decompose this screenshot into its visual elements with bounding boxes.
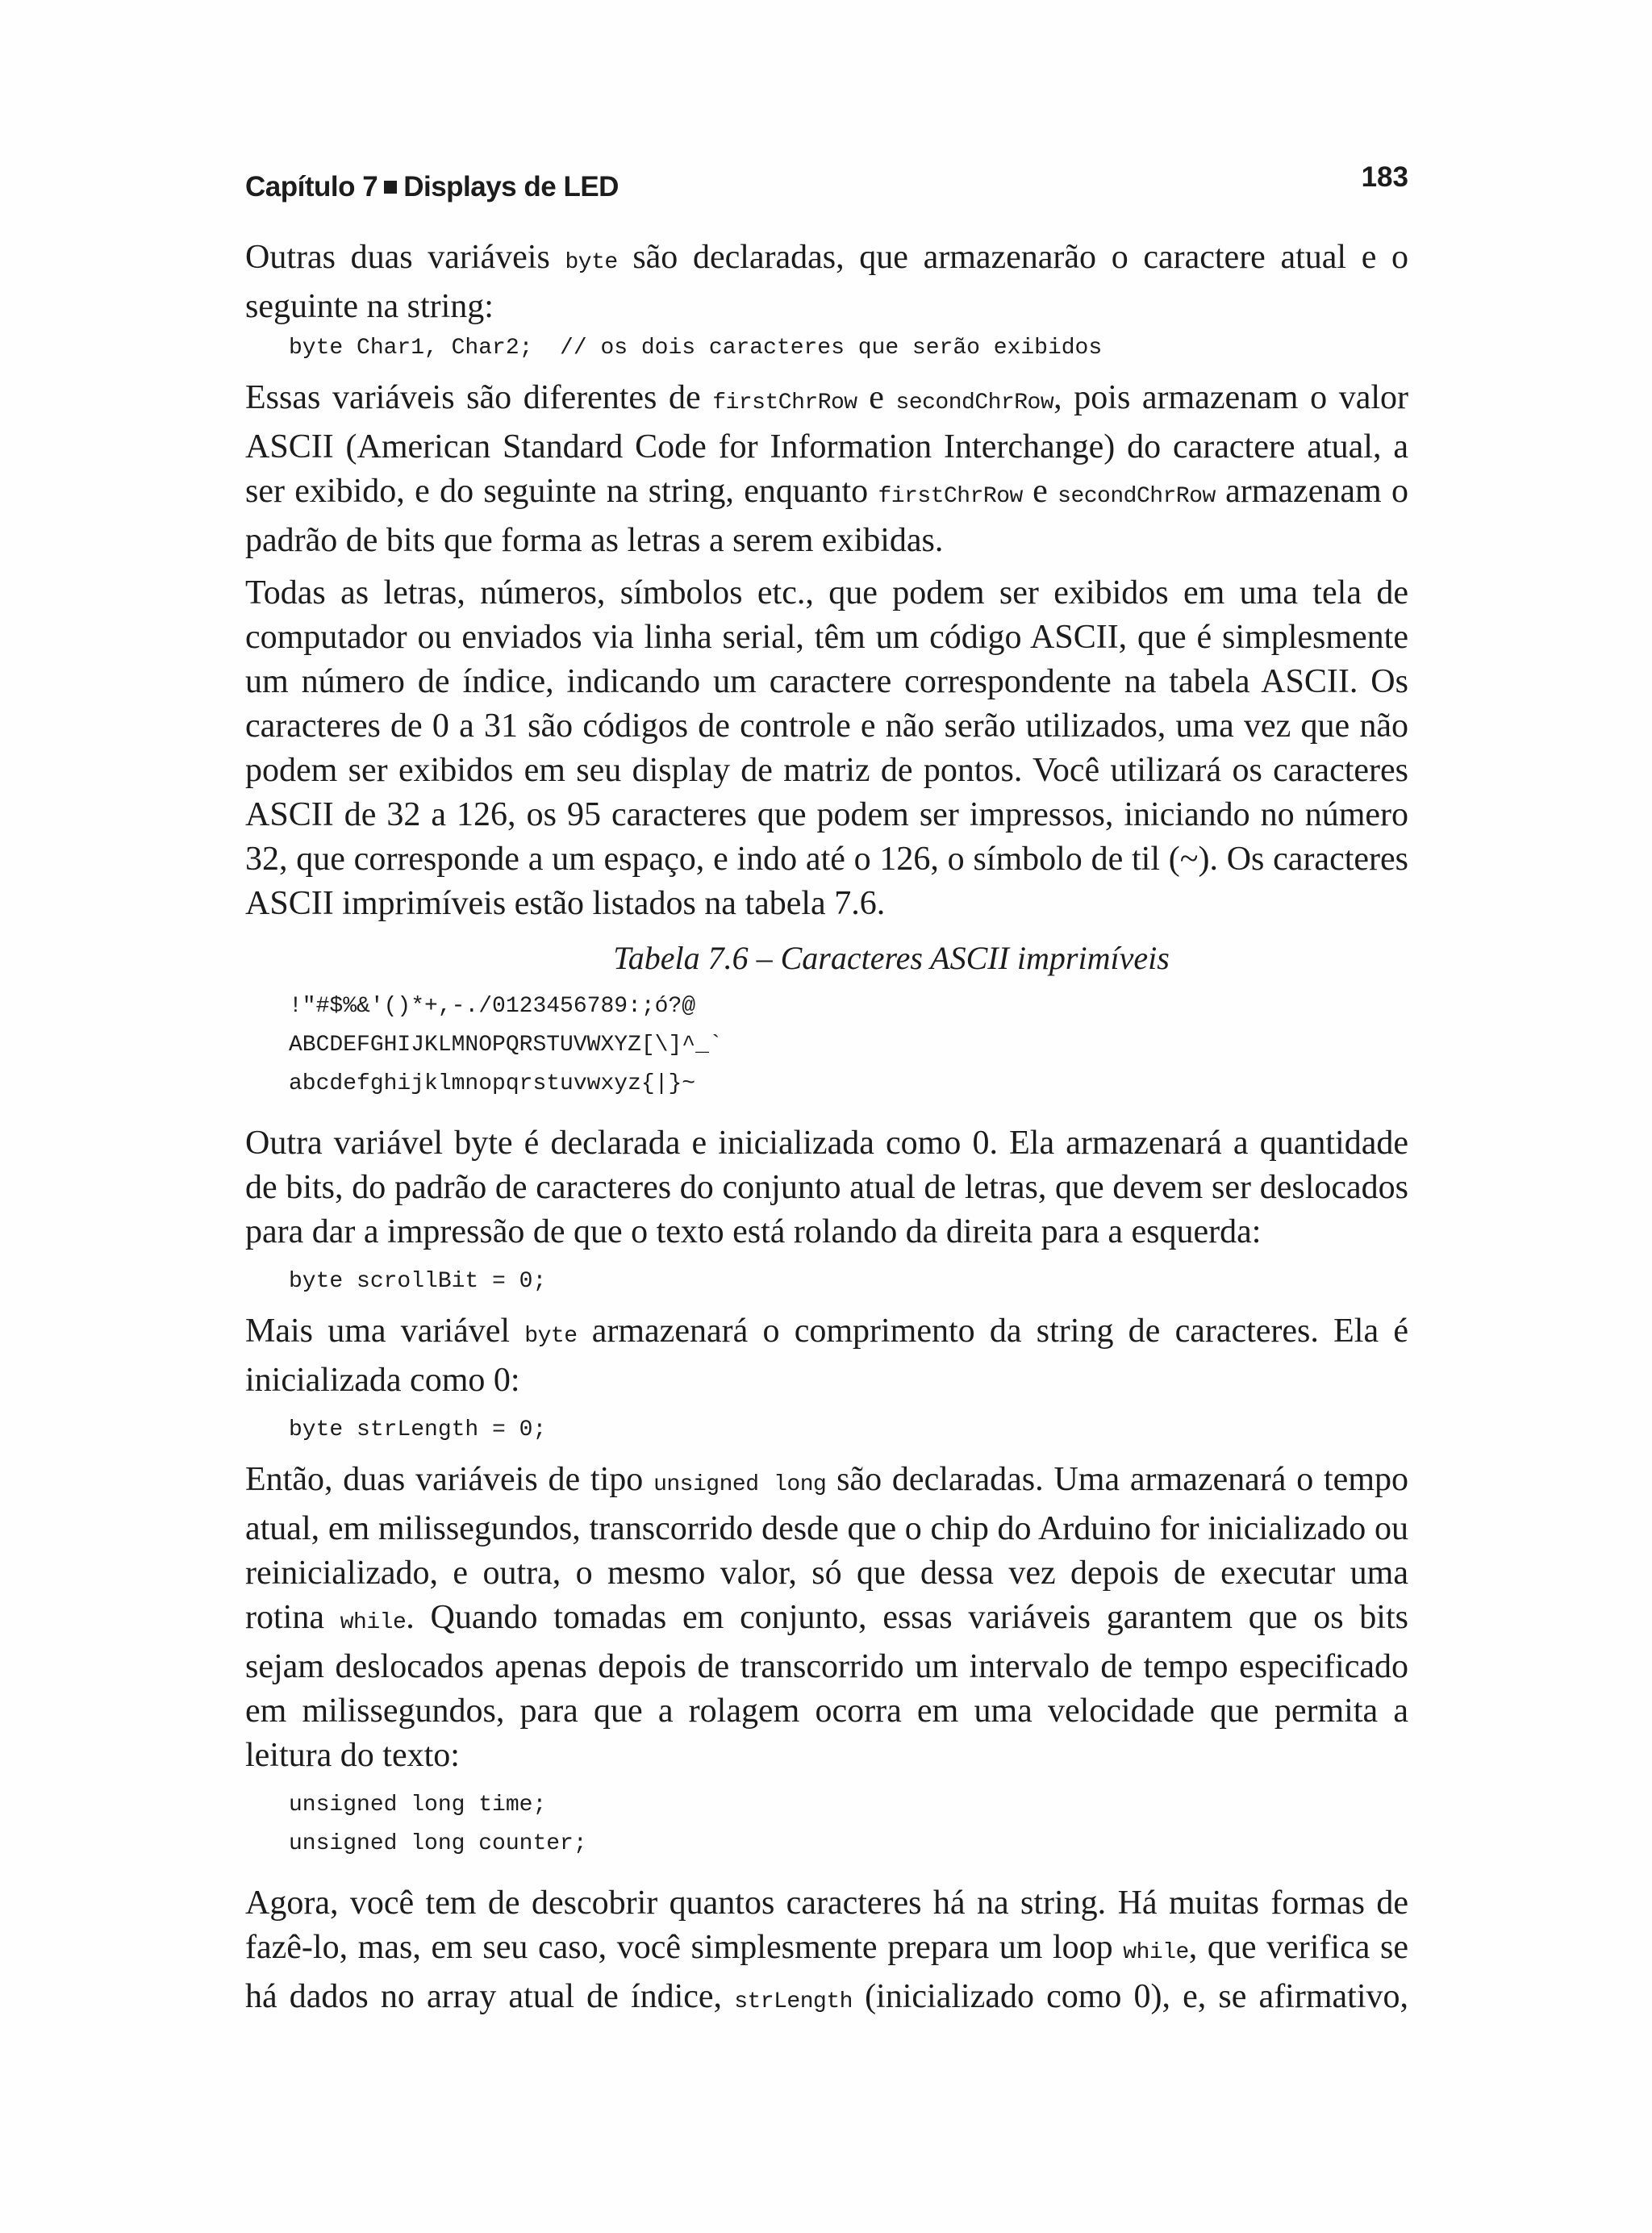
inline-code: secondChrRow bbox=[895, 390, 1054, 415]
table-caption: Tabela 7.6 – Caracteres ASCII imprimíveis bbox=[613, 940, 1170, 976]
code-line: unsigned long counter; bbox=[289, 1831, 587, 1856]
ascii-row: abcdefghijklmnopqrstuvwxyz{|}~ bbox=[289, 1071, 696, 1096]
text-run: são declaradas, que armazenarão o caractere atual e o seguinte na string: bbox=[245, 239, 1408, 325]
page-body bbox=[245, 236, 1408, 2024]
code-block-2: byte scrollBit = 0; bbox=[289, 1269, 547, 1294]
ascii-table bbox=[289, 987, 1408, 1104]
code-block-4 bbox=[289, 1786, 1408, 1864]
text-run: armazenará o comprimento da string de caracteres. Ela é inicializada como 0: bbox=[245, 1313, 1408, 1399]
page-number: 183 bbox=[1361, 161, 1408, 193]
code-block-1: byte Char1, Char2; // os dois caracteres que serão exibidos bbox=[289, 336, 1103, 361]
text-run: Mais uma variável bbox=[245, 1313, 525, 1350]
running-head bbox=[245, 171, 619, 203]
paragraph-6 bbox=[245, 1458, 1408, 1778]
text-run: e bbox=[1022, 473, 1058, 510]
text-run: Então, duas variáveis de tipo bbox=[245, 1461, 654, 1498]
page-header bbox=[245, 161, 1408, 210]
ascii-row: ABCDEFGHIJKLMNOPQRSTUVWXYZ[\]^_` bbox=[289, 1033, 723, 1058]
inline-code: firstChrRow bbox=[712, 390, 857, 415]
text-run: . Quando tomadas em conjunto, essas variáveis garantem que os bits sejam deslocados apenas depois de transcorrido um intervalo de tempo especificado em milissegundos, para que a rolagem ocorra em uma velocidade que permita a leitura do texto: bbox=[245, 1599, 1408, 1774]
paragraph-3: Todas as letras, números, símbolos etc., que podem ser exibidos em uma tela de computador ou enviados via linha serial, têm um código ASCII, que é simplesmente um número de índice, indicando um caractere correspondente na tabela ASCII. Os caracteres de 0 a 31 são códigos de controle e não serão utilizados, uma vez que não podem ser exibidos em seu display de matriz de pontos. Você utilizará os caracteres ASCII de 32 a 126, os 95 caracteres que podem ser impressos, iniciando no número 32, que corresponde a um espaço, e indo até o 126, o símbolo de til (~). Os caracteres ASCII imprimíveis estão listados na tabela 7.6. bbox=[245, 574, 1408, 922]
text-run: Agora, você tem de descobrir quantos caracteres há na string. Há muitas formas de fazê-lo, mas, em seu caso, você simplesmente prepara um loop bbox=[245, 1884, 1408, 1966]
paragraph-5 bbox=[245, 1309, 1408, 1403]
ascii-row: !"#$%&'()*+,-./0123456789:;ó?@ bbox=[289, 994, 696, 1019]
text-run: (inicializado como 0), e, se afirmativo, bbox=[852, 1978, 1408, 2015]
text-run: , pois armazenam o valor ASCII (American Standard Code for Information Interchange) do caractere atual, a ser exibido, e do seguinte na string, enquanto bbox=[245, 379, 1408, 510]
text-run: Outras duas variáveis bbox=[245, 239, 565, 276]
inline-code: firstChrRow bbox=[878, 484, 1023, 509]
paragraph-7 bbox=[245, 1881, 1408, 2024]
inline-code: unsigned long bbox=[653, 1472, 827, 1497]
paragraph-4: Outra variável byte é declarada e inicializada como 0. Ela armazenará a quantidade de bits, do padrão de caracteres do conjunto atual de letras, que devem ser deslocados para dar a impressão de que o texto está rolando da direita para a esquerda: bbox=[245, 1125, 1408, 1250]
inline-code: while bbox=[1123, 1940, 1189, 1965]
inline-code: while bbox=[340, 1610, 407, 1635]
paragraph-2 bbox=[245, 376, 1408, 563]
text-run: armazenam o padrão de bits que forma as letras a serem exibidas. bbox=[245, 473, 1408, 559]
chapter-label: Capítulo 7 bbox=[245, 171, 378, 202]
chapter-title: Displays de LED bbox=[403, 171, 619, 202]
inline-code: strLength bbox=[734, 1989, 853, 2014]
text-run: , que verifica se há dados no array atual de índice, bbox=[245, 1929, 1409, 2015]
text-run: são declaradas. Uma armazenará o tempo atual, em milissegundos, transcorrido desde que o chip do Arduino for inicializado ou reinicializado, e outra, o mesmo valor, só que dessa vez depois de executar uma rotina bbox=[245, 1461, 1408, 1636]
inline-code: byte bbox=[524, 1324, 578, 1349]
inline-code: byte bbox=[565, 250, 618, 275]
code-line: unsigned long time; bbox=[289, 1793, 547, 1818]
square-bullet-icon bbox=[384, 181, 397, 194]
paragraph-1 bbox=[245, 236, 1408, 329]
text-run: Essas variáveis são diferentes de bbox=[245, 379, 713, 416]
inline-code: secondChrRow bbox=[1058, 484, 1216, 509]
code-block-3: byte strLength = 0; bbox=[289, 1417, 547, 1442]
text-run: e bbox=[857, 379, 896, 416]
